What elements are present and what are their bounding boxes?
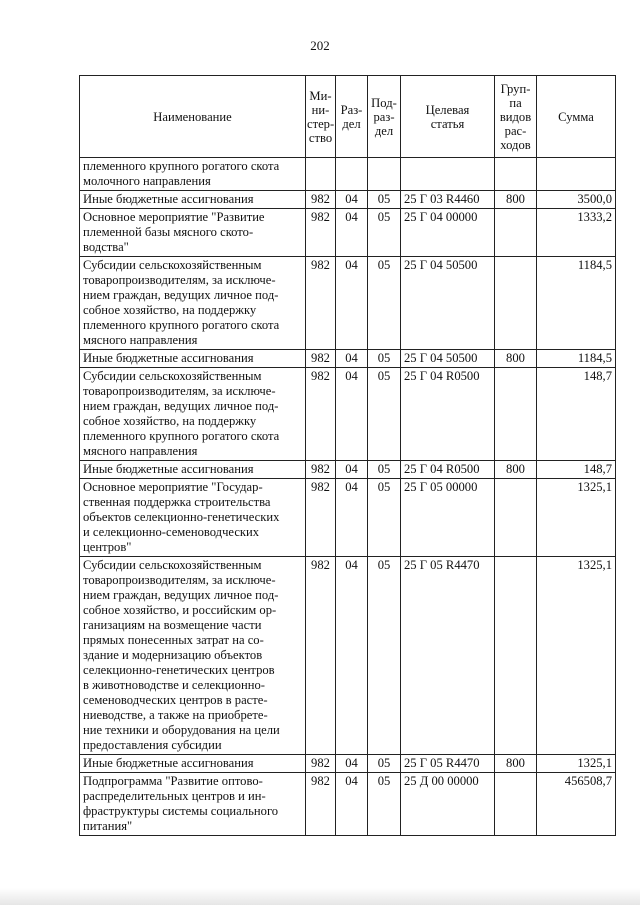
table-row bbox=[80, 350, 616, 368]
scan-edge-shadow bbox=[0, 888, 640, 905]
row-subsection: 05 bbox=[368, 557, 401, 755]
row-target: 25 Г 05 R4470 bbox=[401, 755, 495, 773]
row-subsection bbox=[368, 158, 401, 191]
row-subsection: 05 bbox=[368, 479, 401, 557]
row-name: Иные бюджетные ассигнования bbox=[80, 350, 306, 368]
row-group bbox=[495, 773, 537, 836]
row-group bbox=[495, 479, 537, 557]
header-group: Груп- па видов рас- ходов bbox=[495, 76, 537, 158]
row-section: 04 bbox=[336, 350, 368, 368]
row-sum: 1325,1 bbox=[537, 557, 616, 755]
header-sum: Сумма bbox=[537, 76, 616, 158]
row-group bbox=[495, 368, 537, 461]
row-ministry: 982 bbox=[306, 191, 336, 209]
row-ministry: 982 bbox=[306, 257, 336, 350]
row-name: Основное мероприятие "Государ- ственная поддержка строительства объектов селекционно-генетических и селекционно-семеноводческих центров" bbox=[80, 479, 306, 557]
row-ministry bbox=[306, 158, 336, 191]
row-subsection: 05 bbox=[368, 773, 401, 836]
row-ministry: 982 bbox=[306, 461, 336, 479]
row-name: Субсидии сельскохозяйственным товаропроизводителям, за исключе- нием граждан, ведущих личное под- собное хозяйство, на поддержку племенного крупного рогатого скота мясного направления bbox=[80, 257, 306, 350]
row-ministry: 982 bbox=[306, 773, 336, 836]
row-target: 25 Д 00 00000 bbox=[401, 773, 495, 836]
row-target: 25 Г 04 50500 bbox=[401, 257, 495, 350]
row-subsection: 05 bbox=[368, 461, 401, 479]
row-name: Основное мероприятие "Развитие племенной базы мясного ското- водства" bbox=[80, 209, 306, 257]
row-sum: 148,7 bbox=[537, 368, 616, 461]
row-section: 04 bbox=[336, 191, 368, 209]
row-section: 04 bbox=[336, 368, 368, 461]
row-target: 25 Г 05 00000 bbox=[401, 479, 495, 557]
row-section: 04 bbox=[336, 755, 368, 773]
row-group: 800 bbox=[495, 350, 537, 368]
table-header-row bbox=[80, 76, 616, 158]
table-row bbox=[80, 257, 616, 350]
table-row bbox=[80, 461, 616, 479]
row-target: 25 Г 04 50500 bbox=[401, 350, 495, 368]
row-ministry: 982 bbox=[306, 350, 336, 368]
table-row bbox=[80, 479, 616, 557]
row-ministry: 982 bbox=[306, 209, 336, 257]
row-name: Иные бюджетные ассигнования bbox=[80, 755, 306, 773]
row-group bbox=[495, 557, 537, 755]
row-sum: 1184,5 bbox=[537, 350, 616, 368]
row-sum: 1325,1 bbox=[537, 755, 616, 773]
row-section: 04 bbox=[336, 479, 368, 557]
row-subsection: 05 bbox=[368, 209, 401, 257]
table-row bbox=[80, 368, 616, 461]
row-section: 04 bbox=[336, 557, 368, 755]
table-row bbox=[80, 191, 616, 209]
row-target: 25 Г 03 R4460 bbox=[401, 191, 495, 209]
row-target: 25 Г 04 R0500 bbox=[401, 368, 495, 461]
row-group bbox=[495, 209, 537, 257]
row-sum: 1333,2 bbox=[537, 209, 616, 257]
row-name: Субсидии сельскохозяйственным товаропроизводителям, за исключе- нием граждан, ведущих личное под- собное хозяйство, и российским ор- ганизациям на возмещение части прямых понесенных затрат на со- здание и модернизацию объектов селекционно-генетических центров в животноводстве и селекционно- семеноводческих центров в расте- ниеводстве, а также на приобрете- ние техники и оборудования на цели предоставления субсидии bbox=[80, 557, 306, 755]
table-row bbox=[80, 158, 616, 191]
table-row bbox=[80, 209, 616, 257]
row-ministry: 982 bbox=[306, 368, 336, 461]
row-subsection: 05 bbox=[368, 191, 401, 209]
header-section: Раз- дел bbox=[336, 76, 368, 158]
header-target: Целевая статья bbox=[401, 76, 495, 158]
row-section: 04 bbox=[336, 461, 368, 479]
row-name: Иные бюджетные ассигнования bbox=[80, 461, 306, 479]
row-section: 04 bbox=[336, 773, 368, 836]
row-sum: 456508,7 bbox=[537, 773, 616, 836]
row-target bbox=[401, 158, 495, 191]
table-row bbox=[80, 773, 616, 836]
row-target: 25 Г 04 00000 bbox=[401, 209, 495, 257]
row-name: Подпрограмма "Развитие оптово- распределительных центров и ин- фраструктуры системы социального питания" bbox=[80, 773, 306, 836]
row-sum: 3500,0 bbox=[537, 191, 616, 209]
row-ministry: 982 bbox=[306, 479, 336, 557]
header-subsection: Под- раз- дел bbox=[368, 76, 401, 158]
row-section bbox=[336, 158, 368, 191]
row-group: 800 bbox=[495, 191, 537, 209]
row-subsection: 05 bbox=[368, 350, 401, 368]
row-name: племенного крупного рогатого скота молочного направления bbox=[80, 158, 306, 191]
row-sum: 1184,5 bbox=[537, 257, 616, 350]
row-name: Иные бюджетные ассигнования bbox=[80, 191, 306, 209]
budget-table bbox=[79, 75, 616, 836]
row-name: Субсидии сельскохозяйственным товаропроизводителям, за исключе- нием граждан, ведущих личное под- собное хозяйство, на поддержку племенного крупного рогатого скота мясного направления bbox=[80, 368, 306, 461]
row-sum: 148,7 bbox=[537, 461, 616, 479]
header-ministry: Ми- ни- стер- ство bbox=[306, 76, 336, 158]
row-sum bbox=[537, 158, 616, 191]
row-sum: 1325,1 bbox=[537, 479, 616, 557]
row-ministry: 982 bbox=[306, 557, 336, 755]
row-group: 800 bbox=[495, 755, 537, 773]
row-group: 800 bbox=[495, 461, 537, 479]
row-target: 25 Г 04 R0500 bbox=[401, 461, 495, 479]
row-ministry: 982 bbox=[306, 755, 336, 773]
row-section: 04 bbox=[336, 257, 368, 350]
header-name: Наименование bbox=[80, 76, 306, 158]
row-subsection: 05 bbox=[368, 755, 401, 773]
table-row bbox=[80, 557, 616, 755]
row-target: 25 Г 05 R4470 bbox=[401, 557, 495, 755]
table-row bbox=[80, 755, 616, 773]
row-group bbox=[495, 257, 537, 350]
row-subsection: 05 bbox=[368, 257, 401, 350]
row-section: 04 bbox=[336, 209, 368, 257]
row-subsection: 05 bbox=[368, 368, 401, 461]
page-number: 202 bbox=[310, 38, 330, 53]
row-group bbox=[495, 158, 537, 191]
